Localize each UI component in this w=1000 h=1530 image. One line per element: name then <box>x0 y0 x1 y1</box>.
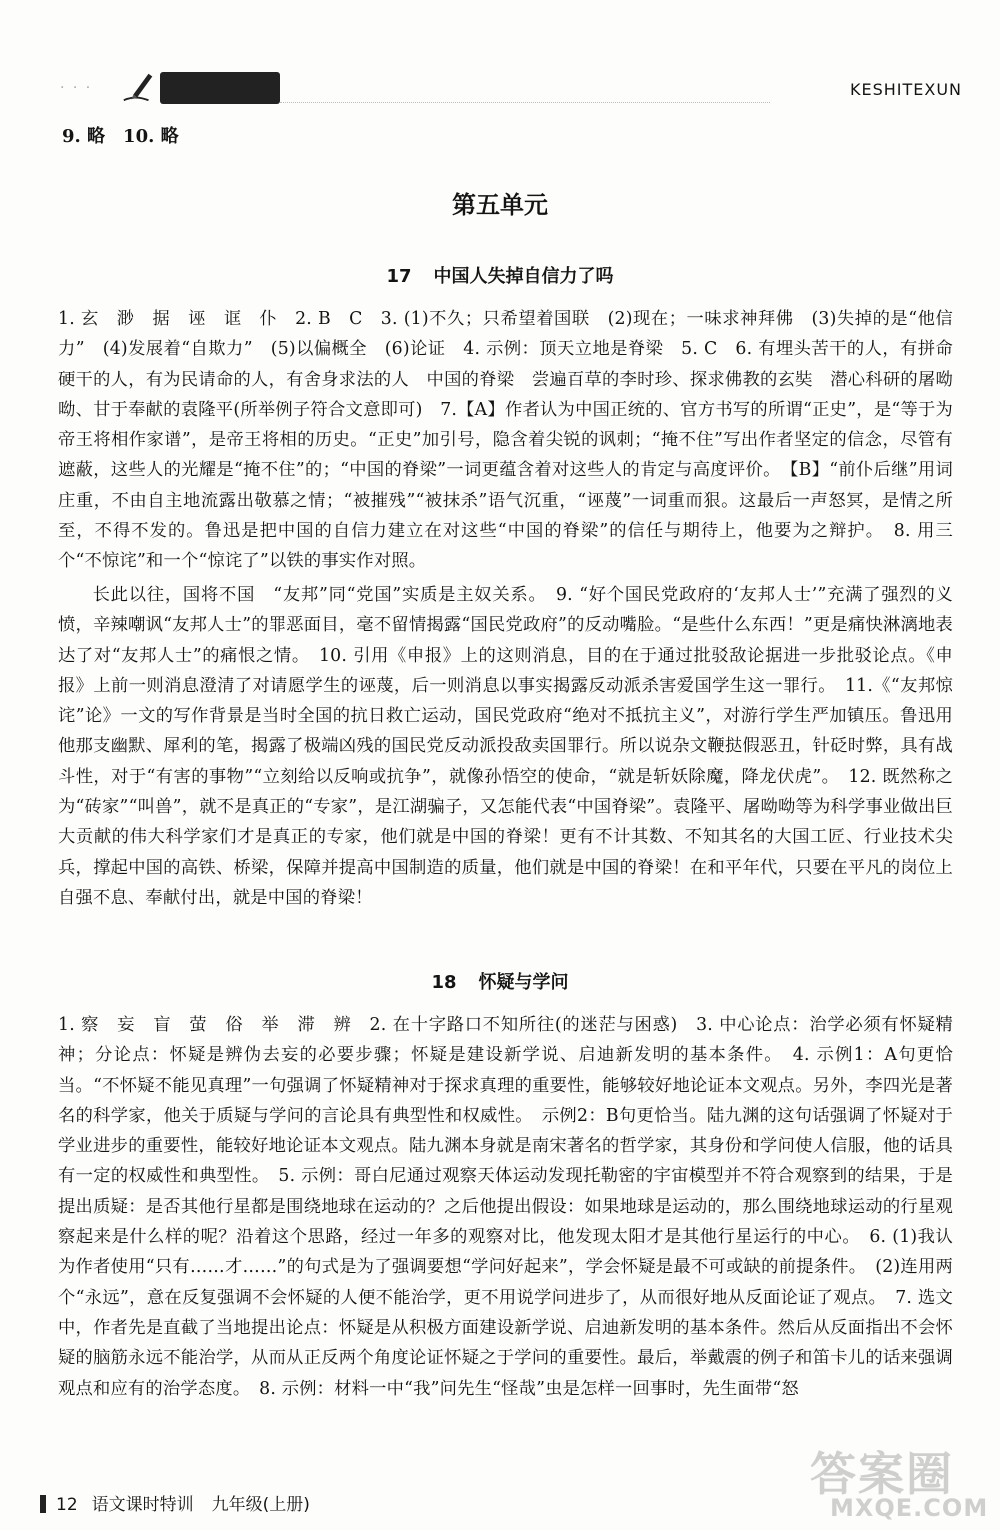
page-footer <box>40 1490 310 1515</box>
logo-text: 课时特训 <box>160 72 280 104</box>
unit-title: 第五单元 <box>452 191 548 219</box>
header-code: KESHITEXUN <box>849 80 962 99</box>
grade-label: 九年级(上册) <box>211 1495 310 1515</box>
book-title: 语文课时特训 <box>91 1495 194 1515</box>
page-header <box>0 0 1000 110</box>
pen-icon <box>120 68 158 106</box>
lesson-17-answers-part2: 长此以往，国将不国 “友邦”同“党国”实质是主奴关系。 9. “好个国民党政府的‘友邦人士’”充满了强烈的义愤，辛辣嘲讽“友邦人士”的罪恶面目，毫不留情揭露“国民党政府”的反动嘴脸。“是些什么东西！”更是痛快淋漓地表达了对“友邦人士”的痛恨之情。 10. 引用《申报》上的这则消息，目的在于通过批驳敌论据进一步批驳论点。《申报》上前一则消息澄清了对请愿学生的诬蔑，后一则消息以事实揭露反动派杀害爱国学生这一罪行。 11.《“友邦惊诧”论》一文的写作背景是当时全国的抗日救亡运动，国民党政府“绝对不抵抗主义”，对游行学生严加镇压。鲁迅用他那支幽默、犀利的笔，揭露了极端凶残的国民党反动派投敌卖国罪行。所以说杂文鞭挞假恶丑，针砭时弊，具有战斗性，对于“有害的事物”“立刻给以反响或抗争”，就像孙悟空的使命，“就是斩妖除魔，降龙伏虎”。 12. 既然称之为“砖家”“叫兽”，就不是真正的“专家”，是江湖骗子，又怎能代表“中国脊梁”。袁隆平、屠呦呦等为科学事业做出巨大贡献的伟大科学家们才是真正的专家，他们就是中国的脊梁！更有不计其数、不知其名的大国工匠、行业技术尖兵，撑起中国的高铁、桥梁，保障并提高中国制造的质量，他们就是中国的脊梁！在和平年代，只要在平凡的岗位上自强不息、奉献付出，就是中国的脊梁！ <box>58 585 953 908</box>
lesson-18-title <box>0 968 1000 994</box>
lesson-17-title <box>0 262 1000 288</box>
header-divider <box>280 102 770 103</box>
lesson-17-name: 中国人失掉自信力了吗 <box>433 266 614 287</box>
page-number: 12 <box>56 1495 78 1515</box>
watermark-logo <box>790 1438 989 1526</box>
lesson-17-answers-part1: 1. 玄 渺 据 诬 诓 仆 2. B C 3. (1)不久；只希望着国联 (2)现在；一味求神拜佛 (3)失掉的是“他信力” (4)发展着“自欺力” (5)以偏概全 (6)论证 4. 示例：顶天立地是脊梁 5. C 6. 有埋头苦干的人，有拼命硬干的人，有为民请命的人，有舍身求法的人 中国的脊梁 尝遍百草的李时珍、探求佛教的玄奘 潜心科研的屠呦呦、甘于奉献的袁隆平(所举例子符合文意即可) 7.【A】作者认为中国正统的、官方书写的所谓“正史”，是“等于为帝王将相作家谱”，是帝王将相的历史。“正史”加引号，隐含着尖锐的讽刺；“掩不住”写出作者坚定的信念，尽管有遮蔽，这些人的光耀是“掩不住”的；“中国的脊梁”一词更蕴含着对这些人的肯定与高度评价。 【B】“前仆后继”用词庄重，不由自主地流露出敬慕之情；“被摧残”“被抹杀”语气沉重，“诬蔑”一词重而狠。这最后一声怒冥，是情之所至，不得不发的。鲁迅是把中国的自信力建立在对这些“中国的脊梁”的信任与期待上，他要为之辩护。 8. 用三个“不惊诧”和一个“惊诧了”以铁的事实作对照。 <box>58 309 953 572</box>
lesson-18-name: 怀疑与学问 <box>478 972 569 993</box>
watermark-text: 答案圈 <box>810 1447 954 1501</box>
lesson-18-answers: 1. 察 妄 盲 萤 俗 举 滞 辨 2. 在十字路口不知所往(的迷茫与困惑) 3. 中心论点：治学必须有怀疑精神；分论点：怀疑是辨伪去妄的必要步骤；怀疑是建设新学说、启迪新发明的基本条件。 4. 示例1：A句更恰当。“不怀疑不能见真理”一句强调了怀疑精神对于探求真理的重要性，能够较好地论证本文观点。另外，李四光是著名的科学家，他关于质疑与学问的言论具有典型性和权威性。 示例2：B句更恰当。陆九渊的这句话强调了怀疑对于学业进步的重要性，能较好地论证本文观点。陆九渊本身就是南宋著名的哲学家，其身份和学问使人信服，他的话具有一定的权威性和典型性。 5. 示例：哥白尼通过观察天体运动发现托勒密的宇宙模型并不符合观察到的结果，于是提出质疑：是否其他行星都是围绕地球在运动的？之后他提出假设：如果地球是运动的，那么围绕地球运动的行星观察起来是什么样的呢？沿着这个思路，经过一年多的观察对比，他发现太阳才是其他行星运行的中心。 6. (1)我认为作者使用“只有……才……”的句式是为了强调要想“学问好起来”，学会怀疑是最不可或缺的前提条件。 (2)连用两个“永远”，意在反复强调不会怀疑的人便不能治学，更不用说学问进步了，从而很好地从反面论证了观点。 7. 选文中，作者先是直截了当地提出论点：怀疑是从积极方面建设新学说、启迪新发明的基本条件。然后从反面指出不会怀疑的脑筋永远不能治学，从而从正反两个角度论证怀疑之于学问的重要性。最后，举戴震的例子和笛卡儿的话来强调观点和应有的治学态度。 8. 示例：材料一中“我”问先生“怪哉”虫是怎样一回事时，先生面带“怒 <box>58 1015 953 1399</box>
lesson-17-number: 17 <box>386 266 412 287</box>
logo-dots: · · · <box>60 80 93 96</box>
watermark-url: MXQE.COM <box>830 1494 989 1522</box>
previous-answers: 9. 略 10. 略 <box>62 126 179 147</box>
lesson-18-number: 18 <box>431 972 457 993</box>
footer-bar-icon <box>40 1495 46 1513</box>
